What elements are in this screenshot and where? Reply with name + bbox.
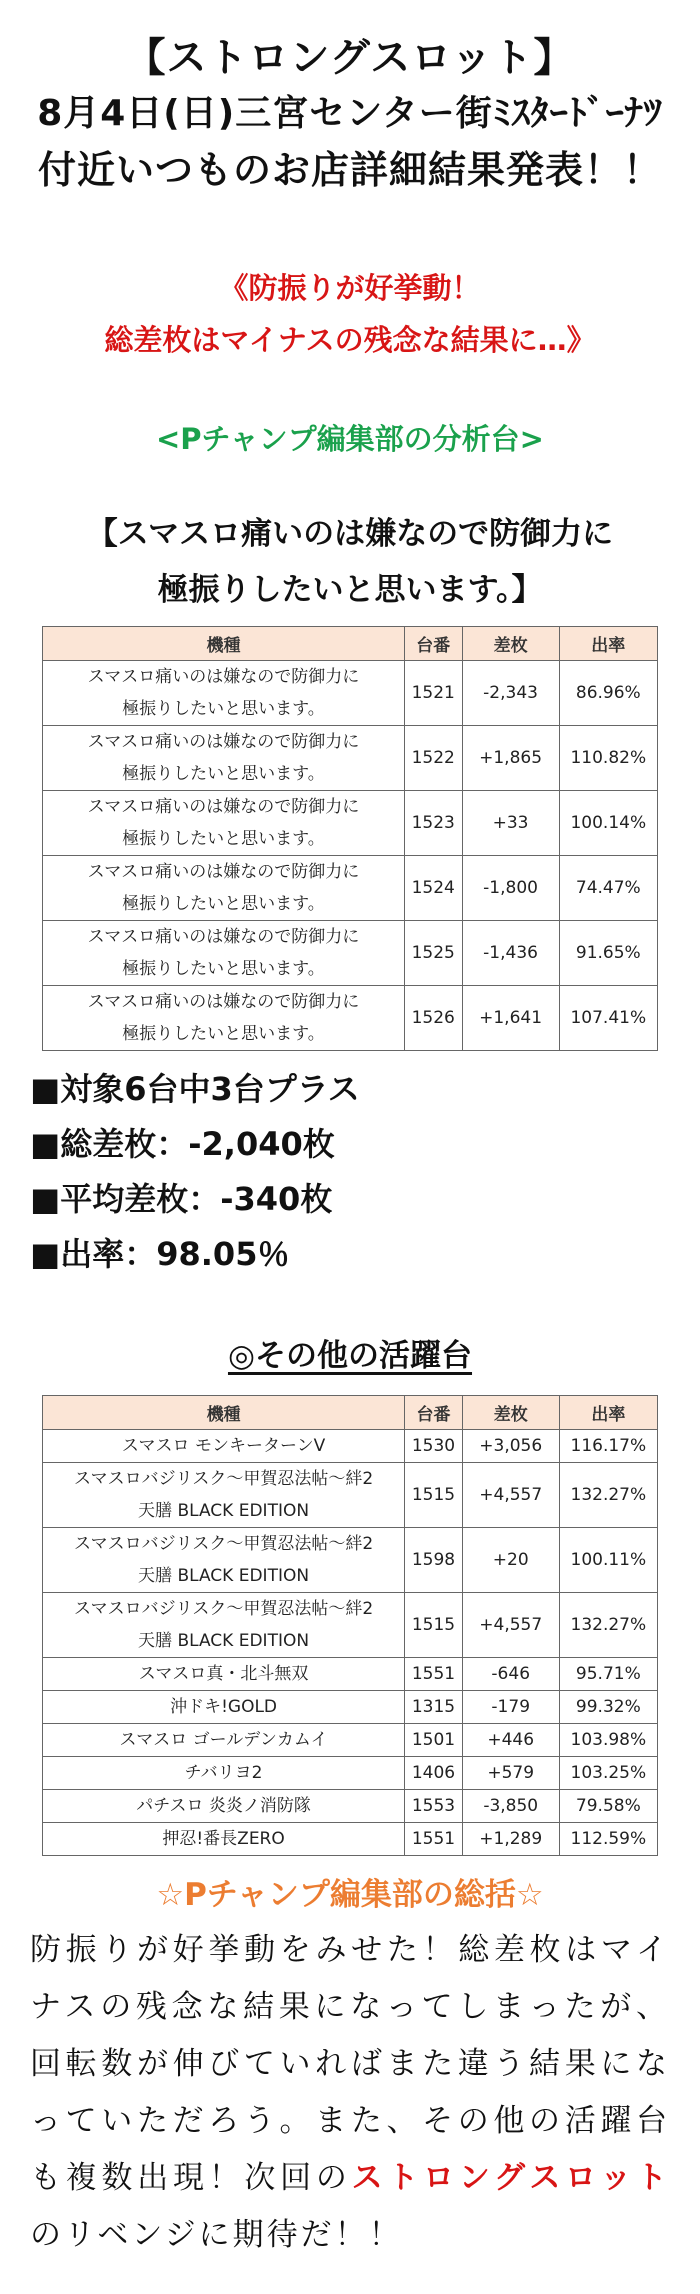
table-row bbox=[43, 1757, 658, 1790]
model-name-line-1: スマスロ痛いのは嫌なので防御力に bbox=[87, 797, 360, 817]
model-cell bbox=[43, 1528, 405, 1593]
model-name-line-1: スマスロ痛いのは嫌なので防御力に bbox=[87, 927, 360, 947]
stat-payout-rate: ■出率：98.05％ bbox=[30, 1235, 290, 1273]
column-header-diff: 差枚 bbox=[462, 1396, 559, 1430]
machine-number-cell: 1406 bbox=[405, 1757, 463, 1790]
machine-number-cell: 1551 bbox=[405, 1658, 463, 1691]
summary-text bbox=[0, 1922, 700, 2264]
rate-cell: 110.82% bbox=[559, 726, 657, 791]
rate-cell: 103.25% bbox=[559, 1757, 657, 1790]
rate-cell: 132.27% bbox=[559, 1593, 657, 1658]
machine-number-cell: 1515 bbox=[405, 1593, 463, 1658]
model-cell bbox=[43, 856, 405, 921]
diff-cell: -2,343 bbox=[462, 661, 559, 726]
model-name-line-1: スマスロ痛いのは嫌なので防御力に bbox=[87, 862, 360, 882]
diff-cell: -1,800 bbox=[462, 856, 559, 921]
table-row bbox=[43, 1790, 658, 1823]
model-name-line-1: スマスロ痛いのは嫌なので防御力に bbox=[87, 667, 360, 687]
table-row bbox=[43, 1430, 658, 1463]
analysis-label-block bbox=[0, 418, 700, 460]
summary-text-before: 防振りが好挙動をみせた！総差枚はマイナスの残念な結果になってしまったが、回転数が伸びていればまた違う結果になっていただろう。また、その他の活躍台も複数出現！次回の bbox=[30, 1932, 670, 2196]
model-name-line-1: スマスロバジリスク～甲賀忍法帖～絆2 bbox=[74, 1599, 374, 1619]
diff-cell: +3,056 bbox=[462, 1430, 559, 1463]
header-line-2: 8月4日(日)三宮センター街ﾐｽﾀｰﾄﾞｰﾅﾂ bbox=[37, 93, 663, 134]
rate-cell: 107.41% bbox=[559, 986, 657, 1051]
rate-cell: 79.58% bbox=[559, 1790, 657, 1823]
model-name-line-1: 沖ドキ!GOLD bbox=[170, 1697, 278, 1717]
table-row bbox=[43, 1823, 658, 1856]
diff-cell: +579 bbox=[462, 1757, 559, 1790]
featured-title-line-1: 【スマスロ痛いのは嫌なので防御力に bbox=[86, 516, 614, 552]
rate-cell: 116.17% bbox=[559, 1430, 657, 1463]
machine-number-cell: 1522 bbox=[404, 726, 462, 791]
lead-line-2: 総差枚はマイナスの残念な結果に…》 bbox=[104, 323, 596, 357]
summary-text-emphasis: ストロングスロット bbox=[351, 2160, 671, 2196]
model-name-line-1: スマスロ痛いのは嫌なので防御力に bbox=[87, 992, 360, 1012]
model-cell bbox=[43, 1691, 405, 1724]
others-title-block bbox=[0, 1328, 700, 1384]
model-cell bbox=[43, 1430, 405, 1463]
model-name-line-1: 押忍!番長ZERO bbox=[162, 1829, 285, 1849]
rate-cell: 91.65% bbox=[559, 921, 657, 986]
table-row bbox=[43, 726, 658, 791]
others-table bbox=[42, 1395, 658, 1856]
machine-number-cell: 1551 bbox=[405, 1823, 463, 1856]
rate-cell: 95.71% bbox=[559, 1658, 657, 1691]
model-cell bbox=[43, 791, 405, 856]
column-header-number: 台番 bbox=[404, 627, 462, 661]
column-header-number: 台番 bbox=[405, 1396, 463, 1430]
rate-cell: 100.14% bbox=[559, 791, 657, 856]
stat-total-diff: ■総差枚：-2,040枚 bbox=[30, 1125, 335, 1163]
lead bbox=[0, 262, 700, 366]
diff-cell: -646 bbox=[462, 1658, 559, 1691]
diff-cell: +1,289 bbox=[462, 1823, 559, 1856]
diff-cell: -179 bbox=[462, 1691, 559, 1724]
model-name-line-2: 極振りしたいと思います。 bbox=[122, 1024, 325, 1044]
header bbox=[0, 30, 700, 198]
model-cell bbox=[43, 1790, 405, 1823]
model-cell bbox=[43, 1463, 405, 1528]
summary-title: ☆Pチャンプ編集部の総括☆ bbox=[156, 1877, 544, 1913]
table-row bbox=[43, 1658, 658, 1691]
model-cell bbox=[43, 1658, 405, 1691]
model-cell bbox=[43, 726, 405, 791]
summary-text-after: のリベンジに期待だ！！ bbox=[30, 2217, 403, 2253]
rate-cell: 132.27% bbox=[559, 1463, 657, 1528]
model-name-line-1: スマスロ ゴールデンカムイ bbox=[119, 1730, 328, 1750]
model-name-line-2: 極振りしたいと思います。 bbox=[122, 959, 325, 979]
diff-cell: -1,436 bbox=[462, 921, 559, 986]
rate-cell: 86.96% bbox=[559, 661, 657, 726]
others-title: ◎その他の活躍台 bbox=[227, 1338, 473, 1374]
table-row bbox=[43, 1463, 658, 1528]
machine-number-cell: 1315 bbox=[405, 1691, 463, 1724]
featured-table-block bbox=[0, 626, 700, 1051]
machine-number-cell: 1501 bbox=[405, 1724, 463, 1757]
stats bbox=[0, 1062, 700, 1282]
machine-number-cell: 1526 bbox=[404, 986, 462, 1051]
model-name-line-2: 天膳 BLACK EDITION bbox=[138, 1631, 310, 1651]
summary-title-block bbox=[0, 1870, 700, 1920]
model-name-line-2: 極振りしたいと思います。 bbox=[122, 829, 325, 849]
table-row bbox=[43, 1593, 658, 1658]
model-name-line-2: 天膳 BLACK EDITION bbox=[138, 1566, 310, 1586]
table-row bbox=[43, 1528, 658, 1593]
stat-average-diff: ■平均差枚：-340枚 bbox=[30, 1180, 333, 1218]
model-cell bbox=[43, 986, 405, 1051]
machine-number-cell: 1553 bbox=[405, 1790, 463, 1823]
model-name-line-1: スマスロバジリスク～甲賀忍法帖～絆2 bbox=[74, 1469, 374, 1489]
rate-cell: 103.98% bbox=[559, 1724, 657, 1757]
model-name-line-2: 極振りしたいと思います。 bbox=[122, 699, 325, 719]
diff-cell: +1,865 bbox=[462, 726, 559, 791]
model-name-line-1: スマスロ モンキーターンV bbox=[121, 1436, 326, 1456]
model-name-line-2: 極振りしたいと思います。 bbox=[122, 764, 325, 784]
rate-cell: 99.32% bbox=[559, 1691, 657, 1724]
diff-cell: +446 bbox=[462, 1724, 559, 1757]
lead-line-1: 《防振りが好挙動！ bbox=[219, 271, 481, 305]
table-header-row bbox=[43, 1396, 658, 1430]
column-header-rate: 出率 bbox=[559, 1396, 657, 1430]
table-row bbox=[43, 921, 658, 986]
machine-number-cell: 1523 bbox=[404, 791, 462, 856]
featured-title-line-2: 極振りしたいと思います。】 bbox=[157, 572, 543, 608]
machine-number-cell: 1515 bbox=[405, 1463, 463, 1528]
machine-number-cell: 1530 bbox=[405, 1430, 463, 1463]
rate-cell: 112.59% bbox=[559, 1823, 657, 1856]
diff-cell: +4,557 bbox=[462, 1463, 559, 1528]
diff-cell: +20 bbox=[462, 1528, 559, 1593]
column-header-model: 機種 bbox=[43, 627, 405, 661]
analysis-label: <Pチャンプ編集部の分析台> bbox=[156, 422, 544, 456]
table-row bbox=[43, 1691, 658, 1724]
stat-plus-count: ■対象6台中3台プラス bbox=[30, 1070, 360, 1108]
model-name-line-1: スマスロ真・北斗無双 bbox=[138, 1664, 309, 1684]
model-cell bbox=[43, 1823, 405, 1856]
table-row bbox=[43, 791, 658, 856]
diff-cell: +4,557 bbox=[462, 1593, 559, 1658]
header-line-3: 付近いつものお店詳細結果発表！！ bbox=[37, 148, 662, 192]
column-header-rate: 出率 bbox=[559, 627, 657, 661]
rate-cell: 74.47% bbox=[559, 856, 657, 921]
table-header-row bbox=[43, 627, 658, 661]
model-cell bbox=[43, 1724, 405, 1757]
model-cell bbox=[43, 1757, 405, 1790]
model-name-line-1: スマスロ痛いのは嫌なので防御力に bbox=[87, 732, 360, 752]
diff-cell: +1,641 bbox=[462, 986, 559, 1051]
table-row bbox=[43, 856, 658, 921]
model-cell bbox=[43, 921, 405, 986]
rate-cell: 100.11% bbox=[559, 1528, 657, 1593]
model-name-line-1: パチスロ 炎炎ノ消防隊 bbox=[136, 1796, 311, 1816]
summary-body bbox=[0, 1922, 700, 2264]
table-row bbox=[43, 986, 658, 1051]
machine-number-cell: 1521 bbox=[404, 661, 462, 726]
model-cell bbox=[43, 1593, 405, 1658]
model-name-line-1: チバリヨ2 bbox=[184, 1763, 263, 1783]
featured-table bbox=[42, 626, 658, 1051]
column-header-diff: 差枚 bbox=[462, 627, 559, 661]
diff-cell: -3,850 bbox=[462, 1790, 559, 1823]
header-line-1: 【ストロングスロット】 bbox=[125, 35, 575, 81]
model-name-line-2: 極振りしたいと思います。 bbox=[122, 894, 325, 914]
table-row bbox=[43, 1724, 658, 1757]
model-cell bbox=[43, 661, 405, 726]
machine-number-cell: 1524 bbox=[404, 856, 462, 921]
diff-cell: +33 bbox=[462, 791, 559, 856]
machine-number-cell: 1525 bbox=[404, 921, 462, 986]
model-name-line-2: 天膳 BLACK EDITION bbox=[138, 1501, 310, 1521]
featured-title bbox=[0, 506, 700, 618]
model-name-line-1: スマスロバジリスク～甲賀忍法帖～絆2 bbox=[74, 1534, 374, 1554]
column-header-model: 機種 bbox=[43, 1396, 405, 1430]
machine-number-cell: 1598 bbox=[405, 1528, 463, 1593]
table-row bbox=[43, 661, 658, 726]
others-table-block bbox=[0, 1395, 700, 1856]
